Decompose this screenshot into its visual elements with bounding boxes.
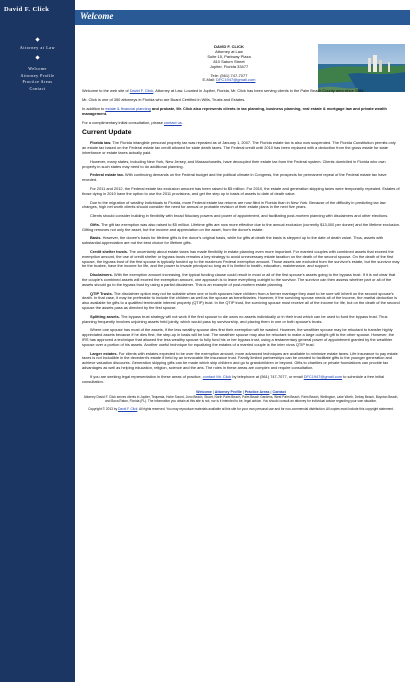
paragraph-lead: Gifts.: [90, 221, 100, 227]
update-paragraph: [82, 315, 400, 325]
footer-disclaimer: Attorney David F. Click serves clients in Jupiter, Tequesta, Hobe Sound, Juno Beach, Stuart, North Palm Beach, Palm Beach Gardens, West Palm Beach, Palm Beach, Wellington, Lake Worth, Delray Beach, Boynton Beach, and Boca Raton, Florida (FL). The information you obtain at this site is not, nor is it intended to be, legal advice. You should consult an attorney for individual advice regarding your own situation.: [83, 395, 399, 404]
divider-diamond: [35, 37, 39, 41]
address-city: Jupiter, Florida 33477: [209, 63, 249, 69]
sidebar-item-attorney-profile[interactable]: Attorney Profile: [20, 72, 55, 78]
attorney-role: Attorney at Law: [215, 48, 243, 54]
update-paragraph: [82, 214, 400, 219]
update-paragraph: [82, 250, 400, 269]
paragraph-text: The gift tax exemption was also raised to $5 million. Lifetime gifts are now more effective due to the annual exclusion (currently $13,000 per donee) and the lifetime exclusion. Gifting removes not only the asset, but the income and appreciation on the asset, from the donor's estate.: [82, 221, 400, 232]
update-paragraph: [82, 273, 400, 287]
divider-diamond: [35, 55, 39, 59]
header-band: [75, 10, 410, 25]
contact-address: [154, 45, 304, 83]
update-paragraph: [82, 201, 400, 211]
paragraph-text: Clients should consider building in flexibility with broad fiduciary powers and power of appointment, and facilitating post-mortem planning with disclaimers and other elections.: [90, 213, 389, 219]
paragraph-text: However, the donee's basis for lifetime gifts is the donor's original basis, while for gifts at death the basis is stepped up to the date of death value. Thus, assets with substantial appreciation are not the best choice for lifetime gifts.: [82, 235, 384, 246]
email-label: E-Mail:: [202, 77, 215, 83]
sidebar-heading: Attorney at Law: [19, 45, 56, 50]
site-logo[interactable]: David F. Click: [4, 6, 50, 13]
contact-us-link[interactable]: contact us: [163, 119, 182, 125]
paragraph-lead: Florida law.: [90, 140, 112, 146]
practice-text: In addition to estate & financial planning and probate, Mr. Click also represents clients in tax planning, business planning, real estate & mortgage law and private wealth management.: [82, 105, 387, 116]
estate-planning-link[interactable]: estate & financial planning: [105, 105, 151, 111]
welcome-text: Welcome to the web site of David F. Click, Attorney at Law. Located in Jupiter, Florida, Mr. Click has been serving clients in the Palm Beach County area since 1984.: [82, 88, 365, 94]
main-content: [82, 45, 400, 415]
update-paragraph: [82, 328, 400, 347]
footer-link-contact[interactable]: Contact: [272, 390, 286, 395]
paragraph-text: However, many states, including New York, New Jersey, and Massachusetts, have decoupled their estate tax from the Federal system. Clients domiciled in Florida who own property in such states may need to do additional planning.: [82, 158, 386, 169]
address-street: Suite 15, Parkway Plaza: [207, 53, 251, 59]
paragraph-text: With the exemption amount increasing, the typical funding clause could result in most or all of the first spouse's assets going to the bypass trust. If it is not clear that the couple's combined assets will exceed the exemption amount, one approach is to leave everything outright to the survivor. The survivor can then assess whether part or all of the assets should go to the bypass trust by using a partial disclaimer. This is an example of post-mortem estate planning.: [82, 272, 396, 287]
paragraph-text: The disclaimer option may not be suitable when one or both spouses have children from a former marriage they want to be sure will inherit on the second spouse's death. In that case, it may be preferable to include the children as well as the spouse as beneficiaries. However, if the surviving spouse needs all of the income, the marital deduction is also available for gifts to a qualified terminable interest property (QTIP) trust. In the QTIP trust, the surviving spouse must receive all of the income for life, but on the death of the second spouse the assets pass as directed by the first spouse.: [82, 290, 400, 311]
paragraph-lead: Splitting assets.: [90, 313, 120, 319]
update-paragraph: [82, 223, 400, 233]
paragraph-text: Where one spouse has most of the assets, if the less wealthy spouse dies first their exemption will be wasted. However, the wealthier spouse may be reluctant to transfer highly appreciated assets because if he dies first, the step-up in basis will be lost. The wealthier spouse may also be reluctant to make a large outright gift to the other spouse. However, the IRS has approved a technique that allowed the less wealthy spouse to fully fund his or her bypass trust, using a testamentary general power of appointment granted by the wealthier spouse over a portion of his assets. Another useful technique for equalizing the estates of a married couple is the inter vivos QTIP trust.: [82, 327, 394, 347]
footer-copyright: Copyright © 2013 by David F. Click. All rights reserved. You may reproduce materials available at this site for your own personal use and for non-commercial distribution. All copies must include this copyright statement.: [88, 407, 394, 412]
paragraph-text: For clients with estates expected to be over the exemption amount, more advanced techniques are available to minimize estate taxes. Life insurance to pay estate taxes is not includible in the decedent's estate if held by an irrevocable life insurance trust. Family limited partnerships can be created to facilitate gifts to the younger generation and achieve valuation discounts. Generation skipping gifts can be made which skip children and go to grandchildren or beyond. Gifts to charities or private foundations can provide tax advantages as well as helping education, religion, science and the arts. The rules in these areas are complex and require consultation.: [82, 350, 398, 371]
paragraph-text: With continuing demands on the Federal budget and the political climate in Congress, the prospects for permanent repeal of the Federal estate tax have receded.: [82, 172, 387, 183]
update-paragraph: [82, 141, 400, 155]
paragraph-lead: Disclaimers.: [90, 272, 113, 278]
paragraph-lead: QTIP Trusts.: [90, 290, 113, 296]
update-paragraphs: [82, 141, 400, 370]
footer-nav: Welcome | Attorney Profile | Practice Areas | Contact: [196, 390, 286, 395]
update-paragraph: [82, 187, 400, 197]
page-title: Welcome: [80, 11, 114, 21]
consultation-text: For a complimentary initial consultation, please contact us.: [82, 119, 183, 125]
paragraph-text: For 2011 and 2012, the Federal estate tax exclusion amount has been raised to $5 million. For 2010, the estate and generation skipping taxes were temporarily repealed. Estates of those dying in 2010 have the option to use the 2011 provisions, and get the step up in basis of assets to date of death value.: [82, 185, 400, 196]
sidebar-item-practice-areas[interactable]: Practice Areas: [22, 79, 53, 84]
paragraph-lead: Credit shelter trusts.: [90, 249, 129, 255]
footer-link-attorney-profile[interactable]: Attorney Profile: [214, 390, 242, 395]
update-paragraph: [82, 173, 400, 183]
copyright-link[interactable]: David F. Click: [118, 407, 138, 412]
address-street2: 810 Saturn Street: [213, 58, 245, 64]
address-phone: Tele: (561) 747-7077: [210, 72, 248, 78]
footer-link-welcome[interactable]: Welcome: [196, 390, 212, 395]
update-paragraph: [82, 292, 400, 311]
paragraph-lead: Federal estate tax.: [90, 172, 124, 178]
sidebar-item-welcome[interactable]: Welcome: [28, 66, 47, 71]
paragraph-lead: Basis.: [90, 235, 102, 241]
section-heading: Current Update: [82, 129, 132, 137]
sidebar: [0, 0, 75, 682]
paragraph-text: Due to the migration of wealthy individuals to Florida, more Federal estate tax returns are now filed in Florida than in New York. Because of the difficulty in predicting tax law changes, high net worth clients should consider the need for annual or probable revision of their estate plans in the next five years.: [82, 199, 386, 210]
certification-text: Mr. Click is one of 350 attorneys in Florida who are Board Certified in Wills, Trusts and Estates.: [82, 97, 246, 103]
email-link[interactable]: DFC1947@gmail.com: [216, 77, 256, 83]
footer-link-practice-areas[interactable]: Practice Areas: [244, 390, 270, 395]
contact-mr-click-link[interactable]: contact Mr. Click: [202, 373, 232, 379]
update-paragraph: [82, 160, 400, 170]
update-paragraph: [82, 236, 400, 246]
closing-text: If you are seeking legal representation in these areas of practice, contact Mr. Click by telephone at (561) 747-7077, or email DFC1947@gmail.com to schedule a free initial consultation.: [82, 373, 385, 384]
attorney-name: DAVID F. CLICK: [214, 44, 244, 49]
paragraph-text: The Florida intangible personal property tax was repealed as of January 1, 2007. The Florida estate tax is also now suspended. The Florida Constitution permits only an estate tax based on the Federal estate tax credit allowed for state death taxes. The Federal credit until 2010 has been replaced with a deduction from the gross estate for state inheritance or estate taxes actually paid.: [82, 140, 396, 155]
closing-email-link[interactable]: DFC1947@gmail.com: [303, 373, 343, 379]
update-paragraph: [82, 352, 400, 371]
paragraph-text: The uncertainty about estate taxes has made flexibility in estate planning even more important. For married couples with combined assets that exceed the exemption amount, the use of credit shelter or bypass trusts remains a key strategy to avoid unnecessary estate taxation on the death of the second spouse. On the death of the first spouse, the bypass trust of the first spouse is typically funded up to the maximum Federal exemption amount. Those assets are excluded from the survivor's estate, but the survivor may be the trustee, have the income for life, and the power to invade principal so long as it is limited to health, education, maintenance, and support.: [82, 249, 400, 269]
paragraph-lead: Larger estates.: [90, 350, 118, 356]
sidebar-item-contact[interactable]: Contact: [29, 85, 46, 91]
paragraph-text: The bypass trust strategy will not work if the first spouse to die owns no assets individually or in their trust which can be used to fund the bypass trust. Thus planning frequently involves unjoining assets held jointly, which would pass by survivorship, and placing them in one or both spouse's trusts.: [82, 313, 388, 324]
sidebar-nav: [0, 66, 75, 92]
attorney-profile-link[interactable]: David F. Click: [129, 88, 154, 94]
